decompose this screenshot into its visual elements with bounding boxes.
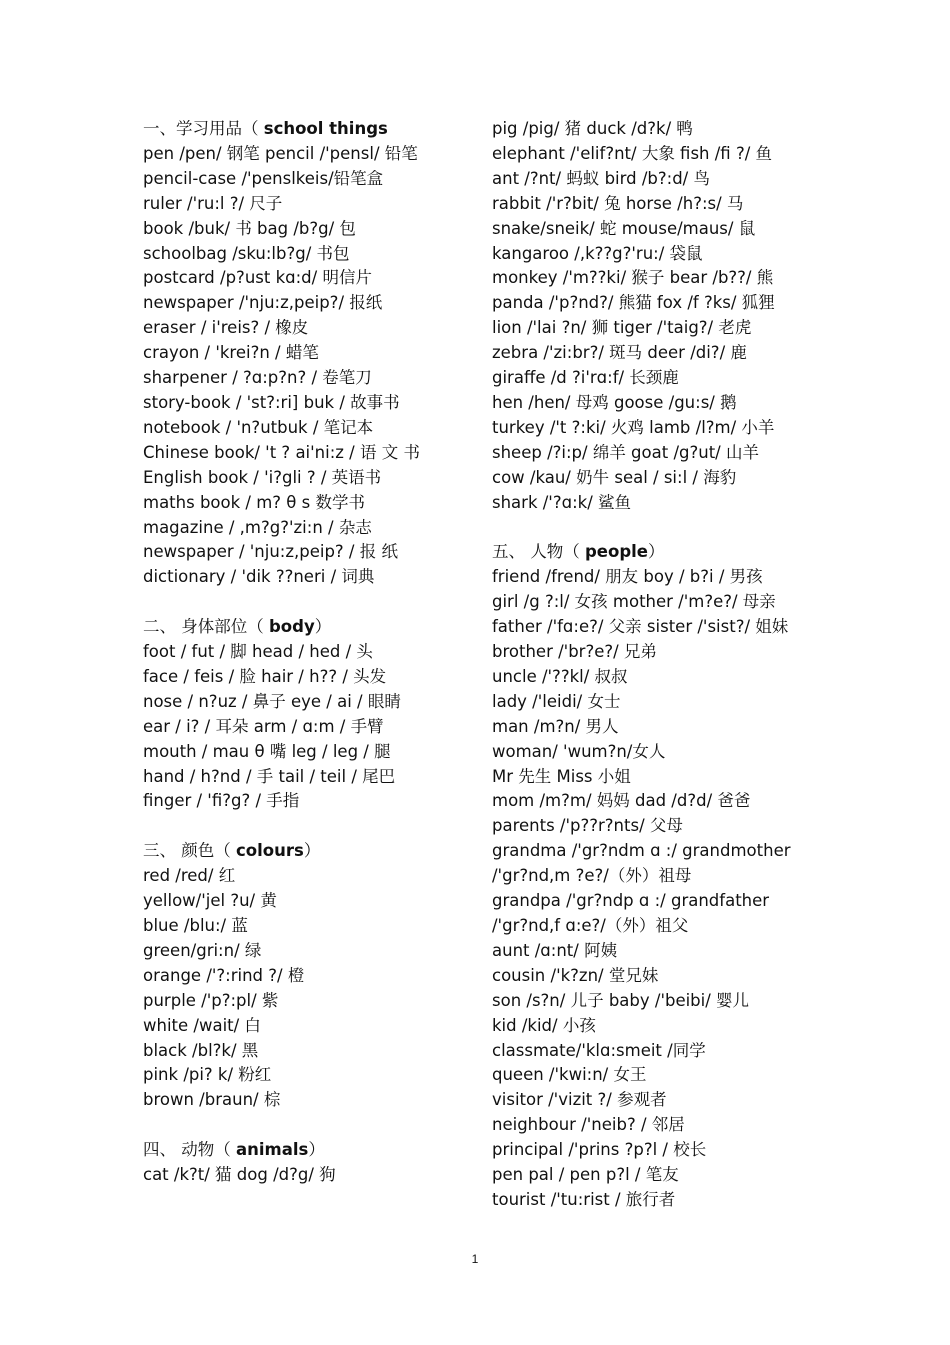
vocab-line: ant /?nt/ 蚂蚁 bird /b?:d/ 鸟: [492, 168, 710, 188]
vocab-line: turkey /'t ?:ki/ 火鸡 lamb /l?m/ 小羊: [492, 417, 775, 437]
vocab-line: man /m?n/ 男人: [492, 716, 619, 736]
section-heading: [143, 117, 473, 142]
vocab-line: grandpa /'gr?ndp ɑ :/ grandfather: [492, 891, 770, 911]
vocab-line: shark /'?ɑ:k/ 鲨鱼: [492, 492, 631, 512]
vocab-line: sharpener / ?ɑ:p?n? / 卷笔刀: [143, 368, 372, 388]
vocab-line: classmate/'klɑ:smeit /同学: [492, 1040, 706, 1060]
vocab-line: mouth / mau θ 嘴 leg / leg / 腿: [143, 741, 391, 761]
vocab-line: pink /pi? k/ 粉红: [143, 1065, 272, 1085]
section-heading: [143, 1138, 473, 1163]
vocab-line: white /wait/ 白: [143, 1015, 261, 1035]
vocab-line: pen /pen/ 钢笔 pencil /'pensl/ 铅笔: [143, 143, 418, 163]
vocab-line: purple /'p?:pl/ 紫: [143, 990, 279, 1010]
vocab-line: foot / fut / 脚 head / hed / 头: [143, 642, 373, 662]
vocab-line: lion /'lai ?n/ 狮 tiger /'taig?/ 老虎: [492, 318, 752, 338]
section-heading-en: colours: [236, 841, 304, 861]
vocab-line: lady /'leidi/ 女士: [492, 691, 621, 711]
vocab-line: cat /k?t/ 猫 dog /d?g/ 狗: [143, 1165, 336, 1185]
vocab-line: hand / h?nd / 手 tail / teil / 尾巴: [143, 766, 396, 786]
vocab-line: ruler /'ru:l ?/ 尺子: [143, 193, 283, 213]
vocab-line: brown /braun/ 棕: [143, 1090, 281, 1110]
vocab-line: parents /'p??r?nts/ 父母: [492, 816, 683, 836]
section-heading-en: body: [269, 617, 315, 637]
vocab-line: newspaper /'nju:z,peip?/ 报纸: [143, 293, 383, 313]
vocab-line: red /red/ 红: [143, 866, 236, 886]
section-heading-en: school things: [263, 119, 388, 138]
vocab-line: postcard /p?ust kɑ:d/ 明信片: [143, 268, 372, 288]
vocab-line: face / feis / 脸 hair / h?? / 头发: [143, 666, 387, 686]
vocab-line: mom /m?m/ 妈妈 dad /d?d/ 爸爸: [492, 791, 751, 811]
vocab-line: principal /'prins ?p?l / 校长: [492, 1140, 707, 1160]
left-column: [143, 117, 473, 1188]
right-column: [492, 117, 822, 1213]
section-heading-zh: 四、 动物（: [143, 1140, 236, 1160]
section-spacer: [143, 590, 473, 615]
vocab-line: pig /pig/ 猪 duck /d?k/ 鸭: [492, 119, 693, 138]
vocab-line: English book / 'i?gli ? / 英语书: [143, 467, 382, 487]
vocab-line: zebra /'zi:br?/ 斑马 deer /di?/ 鹿: [492, 343, 747, 363]
vocab-line: kid /kid/ 小孩: [492, 1015, 596, 1035]
section-heading-en: people: [585, 542, 648, 562]
section-spacer: [143, 814, 473, 839]
vocab-line: magazine / ,m?g?'zi:n / 杂志: [143, 517, 372, 537]
vocab-line: grandma /'gr?ndm ɑ :/ grandmother: [492, 841, 791, 861]
section-heading-close: ）: [308, 1140, 325, 1160]
section-heading-close: ）: [314, 617, 332, 637]
vocab-line: green/gri:n/ 绿: [143, 940, 262, 960]
vocab-line: rabbit /'r?bit/ 兔 horse /h?:s/ 马: [492, 193, 744, 213]
section-heading-zh: 五、 人物（: [492, 542, 585, 562]
vocab-line: Chinese book/ 't ? ai'ni:z / 语 文 书: [143, 442, 420, 462]
vocab-line: giraffe /d ?i'rɑ:f/ 长颈鹿: [492, 368, 679, 388]
vocab-line: father /'fɑ:e?/ 父亲 sister /'sist?/ 姐妹: [492, 617, 789, 637]
page-number: 1: [471, 1252, 479, 1266]
vocab-line: hen /hen/ 母鸡 goose /gu:s/ 鹅: [492, 392, 737, 412]
section-heading: [492, 540, 822, 565]
vocab-line: monkey /'m??ki/ 猴子 bear /b??/ 熊: [492, 268, 774, 288]
vocab-line: aunt /ɑ:nt/ 阿姨: [492, 940, 618, 960]
vocab-line: panda /'p?nd?/ 熊猫 fox /f ?ks/ 狐狸: [492, 293, 775, 313]
section-heading-zh: 一、学习用品（: [143, 119, 264, 138]
vocab-line: dictionary / 'dik ??neri / 词典: [143, 567, 375, 587]
vocab-line: eraser / i'reis? / 橡皮: [143, 318, 309, 338]
vocab-line: woman/ 'wum?n/女人: [492, 741, 666, 761]
vocab-line: maths book / m? θ s 数学书: [143, 492, 365, 512]
vocab-line: Mr 先生 Miss 小姐: [492, 766, 631, 786]
vocab-line: schoolbag /sku:lb?g/ 书包: [143, 243, 350, 263]
vocab-line: black /bl?k/ 黑: [143, 1040, 259, 1060]
vocab-line: tourist /'tu:rist / 旅行者: [492, 1189, 676, 1209]
vocab-line: finger / 'fi?g? / 手指: [143, 791, 300, 811]
section-heading-en: animals: [236, 1140, 309, 1160]
vocab-line: sheep /?i:p/ 绵羊 goat /g?ut/ 山羊: [492, 442, 759, 462]
section-spacer: [492, 516, 822, 541]
vocab-line: pen pal / pen p?l / 笔友: [492, 1165, 679, 1185]
section-heading-zh: 二、 身体部位（: [143, 617, 269, 637]
vocab-line: ear / i? / 耳朵 arm / ɑ:m / 手臂: [143, 716, 384, 736]
vocab-line: orange /'?:rind ?/ 橙: [143, 965, 305, 985]
vocab-line: book /buk/ 书 bag /b?g/ 包: [143, 218, 356, 238]
vocab-line: yellow/'jel ?u/ 黄: [143, 891, 277, 911]
vocab-line: elephant /'elif?nt/ 大象 fish /fi ?/ 鱼: [492, 143, 773, 163]
vocab-line: crayon / 'krei?n / 蜡笔: [143, 343, 319, 363]
vocab-line: kangaroo /,k??g?'ru:/ 袋鼠: [492, 243, 703, 263]
section-heading-zh: 三、 颜色（: [143, 841, 236, 861]
vocab-line: newspaper / 'nju:z,peip? / 报 纸: [143, 542, 398, 562]
vocab-line: story-book / 'st?:ri] buk / 故事书: [143, 392, 400, 412]
vocab-line: /'gr?nd,f ɑ:e?/（外）祖父: [492, 915, 689, 935]
vocab-line: son /s?n/ 儿子 baby /'beibi/ 婴儿: [492, 990, 750, 1010]
vocab-line: girl /g ?:l/ 女孩 mother /'m?e?/ 母亲: [492, 592, 776, 612]
vocab-line: /'gr?nd,m ?e?/（外）祖母: [492, 866, 692, 886]
vocab-line: pencil-case /'penslkeis/铅笔盒: [143, 168, 384, 188]
vocab-line: blue /blu:/ 蓝: [143, 915, 248, 935]
vocab-line: friend /frend/ 朋友 boy / b?i / 男孩: [492, 567, 763, 587]
vocab-line: queen /'kwi:n/ 女王: [492, 1065, 647, 1085]
section-heading-close: ）: [648, 542, 665, 562]
vocab-line: cow /kau/ 奶牛 seal / si:l / 海豹: [492, 467, 737, 487]
vocab-line: uncle /'??kl/ 叔叔: [492, 666, 628, 686]
vocab-line: nose / n?uz / 鼻子 eye / ai / 眼睛: [143, 691, 401, 711]
vocab-line: snake/sneik/ 蛇 mouse/maus/ 鼠: [492, 218, 756, 238]
section-heading: [143, 839, 473, 864]
section-spacer: [143, 1113, 473, 1138]
section-heading-close: ）: [303, 841, 321, 861]
vocab-line: visitor /'vizit ?/ 参观者: [492, 1090, 667, 1110]
vocab-line: notebook / 'n?utbuk / 笔记本: [143, 417, 374, 437]
vocab-line: brother /'br?e?/ 兄弟: [492, 642, 657, 662]
vocab-line: cousin /'k?zn/ 堂兄妹: [492, 965, 659, 985]
section-heading: [143, 615, 473, 640]
vocab-line: neighbour /'neib? / 邻居: [492, 1115, 685, 1135]
